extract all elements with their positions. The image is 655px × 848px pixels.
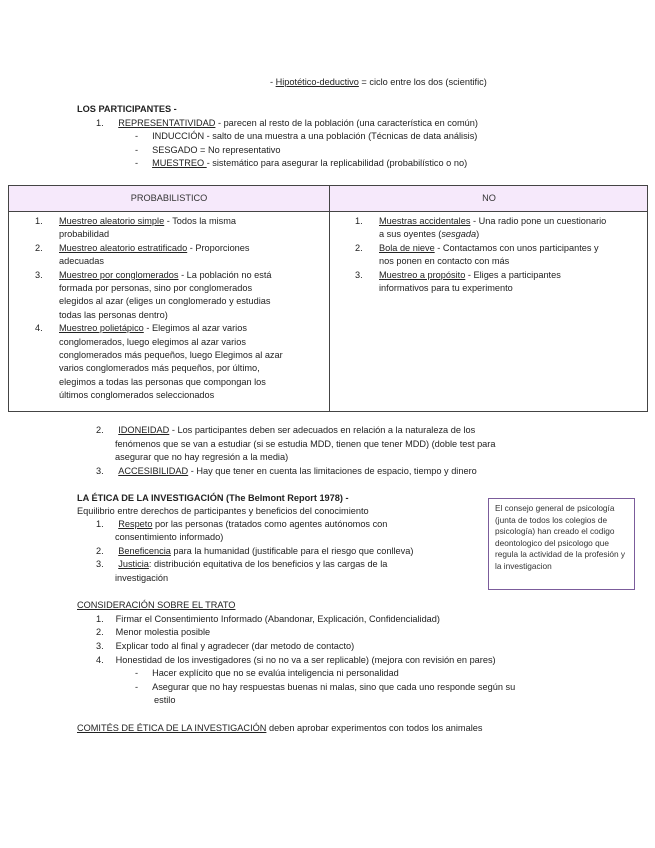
trato-item-1 — [96, 613, 440, 626]
item-term: Muestras accidentales — [379, 216, 471, 226]
item-number: 3. — [96, 641, 104, 651]
item-text: para la humanidad (justificable para el riesgo que conlleva) — [170, 546, 414, 556]
item-number: 1. — [35, 216, 43, 226]
trato-sub-2: - Asegurar que no hay respuestas buenas ni malas, sino que cada uno responde según su — [135, 682, 516, 692]
etica-title: LA ÉTICA DE LA INVESTIGACIÓN (The Belmont Report 1978) - — [77, 493, 349, 503]
item-text: investigación — [115, 573, 169, 583]
no-probabilistico-list — [355, 215, 645, 295]
item-number: 1. — [96, 118, 104, 128]
idoneidad-item — [96, 424, 475, 437]
item-text: varios conglomerados más pequeños, por último, — [59, 363, 260, 374]
item-text: - Contactamos con unos participantes y — [434, 242, 599, 253]
item-text: Honestidad de los investigadores (si no no va a ser replicable) (mejora con revisión en pares) — [115, 655, 496, 665]
item-text: Firmar el Consentimiento Informado (Abandonar, Explicación, Confidencialidad) — [115, 614, 440, 624]
item-term: Muestreo polietápico — [59, 323, 144, 334]
representatividad-term: REPRESENTATIVIDAD — [118, 118, 216, 128]
item-text: elegimos a todas las personas que compongan los — [59, 376, 266, 387]
item-number: 3. — [35, 269, 43, 280]
item-term: Muestreo aleatorio simple — [59, 216, 165, 226]
header-no: NO — [482, 193, 496, 203]
sub-item-text: SESGADO = No representativo — [152, 145, 281, 155]
item-text: por las personas (tratados como agentes autónomos con — [152, 519, 388, 529]
sub-item-text: estilo — [154, 695, 176, 705]
list-item — [355, 242, 645, 269]
list-item — [35, 242, 325, 269]
probabilistico-list — [35, 215, 325, 403]
item-text: informativos para tu experimento — [379, 283, 513, 294]
item-italic: sesgada — [441, 229, 477, 240]
trato-title: CONSIDERACIÓN SOBRE EL TRATO — [77, 600, 236, 610]
trato-item-2 — [96, 626, 210, 639]
comites-term: COMITÉS DE ÉTICA DE LA INVESTIGACIÓN — [77, 723, 267, 733]
item-text: nos ponen en contacto con más — [379, 256, 510, 267]
item-text: consentimiento informado) — [115, 532, 224, 542]
beneficencia-term: Beneficencia — [118, 546, 171, 556]
sub-item-text: INDUCCIÓN - salto de una muestra a una población (Técnicas de data análisis) — [152, 131, 478, 141]
item-number: 3. — [355, 269, 363, 280]
hipotetico-line: - Hipotético-deductivo = ciclo entre los dos (scientific) — [270, 77, 487, 87]
item-text: ) — [476, 229, 480, 240]
item-number: 1. — [355, 216, 363, 226]
item-number: 2. — [355, 242, 363, 253]
item-text: - Todos la misma — [164, 216, 237, 226]
item-text: : distribución equitativa de los beneficios y las cargas de la — [148, 559, 388, 569]
sub-item-text: Hacer explícito que no se evalúa inteligencia ni personalidad — [152, 668, 399, 678]
item-text: elegidos al azar (eliges un conglomerado y estudias — [59, 296, 271, 307]
comites-line — [77, 722, 482, 735]
sub-item-muestreo: - MUESTREO - sistemático para asegurar la replicabilidad (probabilístico o no) — [135, 158, 468, 168]
trato-sub-1: - Hacer explícito que no se evalúa inteligencia ni personalidad — [135, 668, 399, 678]
item-text: - Los participantes deben ser adecuados en relación a la naturaleza de los — [169, 425, 476, 435]
item-text: Menor molestia posible — [115, 627, 211, 637]
item-number: 2. — [96, 425, 104, 435]
item-text: - Proporciones — [187, 242, 250, 253]
item-text: a sus oyentes ( — [379, 229, 442, 240]
item-term: Muestreo aleatorio estratificado — [59, 242, 188, 253]
item-text: - Hay que tener en cuenta las limitaciones de espacio, tiempo y dinero — [188, 466, 477, 476]
item-text: probabilidad — [59, 229, 110, 240]
trato-item-4 — [96, 654, 496, 667]
sampling-table — [8, 185, 648, 412]
list-item — [35, 322, 325, 402]
item-text: todas las personas dentro) — [59, 309, 168, 320]
etica-intro: Equilibrio entre derechos de participantes y beneficios del conocimiento — [77, 506, 369, 516]
list-item — [355, 269, 645, 296]
trato-item-3 — [96, 640, 354, 653]
accesibilidad-item — [96, 465, 477, 478]
list-item — [355, 215, 645, 242]
representatividad-text: - parecen al resto de la población (una característica en común) — [215, 118, 478, 128]
header-probabilistico: PROBABILISTICO — [130, 193, 208, 203]
item-text: conglomerados más pequeños, luego Elegimos al azar — [59, 350, 283, 361]
item-text: conglomerados, luego elegimos al azar varios — [59, 336, 246, 347]
codigo-deontologico-note: El consejo general de psicología (junta de todos los colegios de psicología) han creado el codigo deontologico del psicologo que regula la actividad de la profesión y la investigacion — [488, 498, 635, 590]
item-text: - Una radio pone un cuestionario — [470, 216, 607, 226]
item-number: 2. — [96, 546, 104, 556]
item-number: 1. — [96, 519, 104, 529]
muestreo-term: MUESTREO — [152, 158, 207, 168]
item-text: - La población no está — [178, 269, 272, 280]
justicia-term: Justicia — [118, 559, 149, 569]
accesibilidad-term: ACCESIBILIDAD — [118, 466, 189, 476]
respeto-item — [96, 518, 387, 531]
list-item — [35, 215, 325, 242]
sub-item-induccion: - INDUCCIÓN - salto de una muestra a una población (Técnicas de data análisis) — [135, 131, 478, 141]
item-number: 3. — [96, 466, 104, 476]
table-divider — [329, 186, 330, 411]
item-number: 1. — [96, 614, 104, 624]
list-item — [35, 269, 325, 323]
participantes-title: LOS PARTICIPANTES - — [77, 104, 177, 114]
item-text: fenómenos que se van a estudiar (si se estudia MDD, tienen que tener MDD) (doble test para — [115, 439, 496, 449]
comites-text: deben aprobar experimentos con todos los animales — [266, 723, 483, 733]
sub-item-sesgado: - SESGADO = No representativo — [135, 145, 281, 155]
item-text: - Elegimos al azar varios — [143, 323, 247, 334]
item-text: - Eliges a participantes — [465, 269, 561, 280]
hipotetico-rest: = ciclo entre los dos (scientific) — [358, 77, 487, 87]
beneficencia-item — [96, 545, 413, 558]
item-number: 2. — [96, 627, 104, 637]
item-term: Muestreo a propósito — [379, 269, 466, 280]
item-text: formada por personas, sino por conglomerados — [59, 283, 253, 294]
item-number: 4. — [35, 323, 43, 334]
respeto-term: Respeto — [118, 519, 153, 529]
hipotetico-term: Hipotético-deductivo — [275, 77, 359, 87]
item-text: últimos conglomerados seleccionados — [59, 390, 215, 401]
item-number: 4. — [96, 655, 104, 665]
participantes-item-1 — [96, 117, 478, 130]
item-number: 3. — [96, 559, 104, 569]
sub-item-text: - sistemático para asegurar la replicabilidad (probabilístico o no) — [206, 158, 468, 168]
item-text: asegurar que no hay regresión a la media) — [115, 452, 289, 462]
item-term: Muestreo por conglomerados — [59, 269, 179, 280]
justicia-item — [96, 558, 387, 571]
item-text: adecuadas — [59, 256, 104, 267]
sub-item-text: Asegurar que no hay respuestas buenas ni malas, sino que cada uno responde según su — [152, 682, 516, 692]
item-text: Explicar todo al final y agradecer (dar metodo de contacto) — [115, 641, 355, 651]
item-number: 2. — [35, 242, 43, 253]
idoneidad-term: IDONEIDAD — [118, 425, 170, 435]
item-term: Bola de nieve — [379, 242, 435, 253]
